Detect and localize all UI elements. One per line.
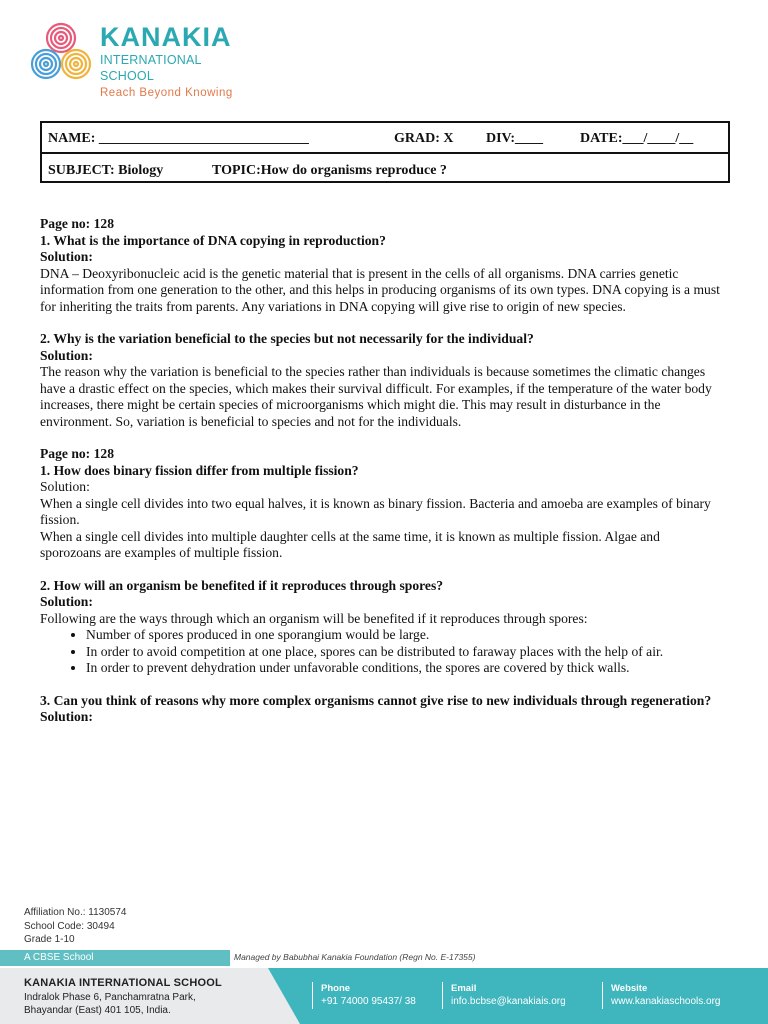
managed-by-note: Managed by Babubhai Kanakia Foundation (Regn No. E-17355)	[234, 952, 476, 962]
solution-label: Solution:	[40, 594, 93, 609]
cbse-badge: A CBSE School	[0, 950, 230, 966]
question-heading: 1. How does binary fission differ from multiple fission?	[40, 462, 359, 478]
solution-text: The reason why the variation is beneficial to the species rather than individuals is because sometimes the climatic changes have a drastic effect on the species, which makes their survival difficult. For examples, if the temperature of the water body increases, there might be certain species of microorganisms which might die. This may result in disturbance in the environment. So, variation is beneficial to species and not for the individuals.	[40, 364, 712, 429]
solution-text: When a single cell divides into two equal halves, it is known as binary fission. Bacteria and amoeba are examples of binary fission.	[40, 495, 711, 527]
school-name: KANAKIA	[100, 22, 232, 52]
address-line-1: Indralok Phase 6, Panchamratna Park,	[24, 992, 196, 1003]
affiliation-number: Affiliation No.: 1130574	[24, 907, 127, 918]
grade-range: Grade 1-10	[24, 934, 75, 945]
topic-label: TOPIC:How do organisms reproduce ?	[212, 163, 447, 178]
school-code: School Code: 30494	[24, 920, 115, 932]
email-label: Email	[451, 983, 477, 994]
division-field[interactable]: DIV:____	[486, 131, 544, 146]
footer-school-name: KANAKIA INTERNATIONAL SCHOOL	[24, 977, 222, 989]
solution-label: Solution:	[40, 479, 90, 494]
solution-label: Solution:	[40, 249, 93, 264]
footer-website	[602, 982, 721, 1009]
website-link[interactable]: www.kanakiaschools.org	[611, 996, 721, 1007]
solution-text: When a single cell divides into multiple daughter cells at the same time, it is known as multiple fission. Algae and sporozoans are examples of multiple fission.	[40, 528, 660, 560]
grade-field: GRAD: X	[394, 131, 454, 146]
solution-text: Following are the ways through which an organism will be benefited if it reproduces through spores:	[40, 610, 588, 626]
school-logo	[28, 14, 238, 99]
date-field[interactable]: DATE:___/____/__	[580, 131, 694, 146]
footer-address	[24, 976, 294, 1017]
question-heading: 2. Why is the variation beneficial to the species but not necessarily for the individual?	[40, 331, 534, 346]
name-field[interactable]: NAME: ______________________________	[48, 131, 309, 146]
phone-number[interactable]: +91 74000 95437/ 38	[321, 996, 416, 1007]
solution-text: DNA – Deoxyribonucleic acid is the genetic material that is present in the cells of all organisms. DNA carries genetic information from one generation to the other, and this helps in producing organisms of its own types. DNA copying is a must for inheriting the traits from parents. Any variations in DNA copying will give rise to origin of new species.	[40, 265, 720, 314]
logo-emblem-icon	[28, 20, 94, 84]
address-line-2: Bhayandar (East) 401 105, India.	[24, 1005, 171, 1016]
affiliation-info	[24, 906, 126, 947]
question-heading: 1. What is the importance of DNA copying in reproduction?	[40, 232, 386, 248]
school-tagline: Reach Beyond Knowing	[100, 87, 233, 99]
email-link[interactable]: info.bcbse@kanakiais.org	[451, 996, 566, 1007]
phone-label: Phone	[321, 983, 351, 994]
student-info-box	[40, 121, 730, 183]
page-number: Page no: 128	[40, 446, 115, 461]
website-label: Website	[611, 983, 648, 994]
benefits-list	[40, 627, 724, 677]
solution-label: Solution:	[40, 347, 93, 363]
list-item: • Number of spores produced in one sporangium would be large.	[86, 627, 724, 644]
info-divider	[42, 152, 728, 154]
subject-label: SUBJECT: Biology	[48, 163, 164, 178]
question-heading: 3. Can you think of reasons why more complex organisms cannot give rise to new individuals through regeneration?	[40, 692, 712, 708]
worksheet-content	[40, 216, 724, 726]
solution-label: Solution:	[40, 709, 93, 724]
footer-phone	[312, 982, 416, 1009]
page-number: Page no: 128	[40, 216, 115, 231]
school-subtitle: INTERNATIONAL SCHOOL	[100, 53, 202, 83]
list-item: • In order to avoid competition at one place, spores can be distributed to faraway places with the help of air.	[86, 644, 724, 661]
question-heading: 2. How will an organism be benefited if it reproduces through spores?	[40, 577, 444, 593]
footer-email	[442, 982, 566, 1009]
list-item: • In order to prevent dehydration under unfavorable conditions, the spores are covered by thick walls.	[86, 660, 724, 677]
